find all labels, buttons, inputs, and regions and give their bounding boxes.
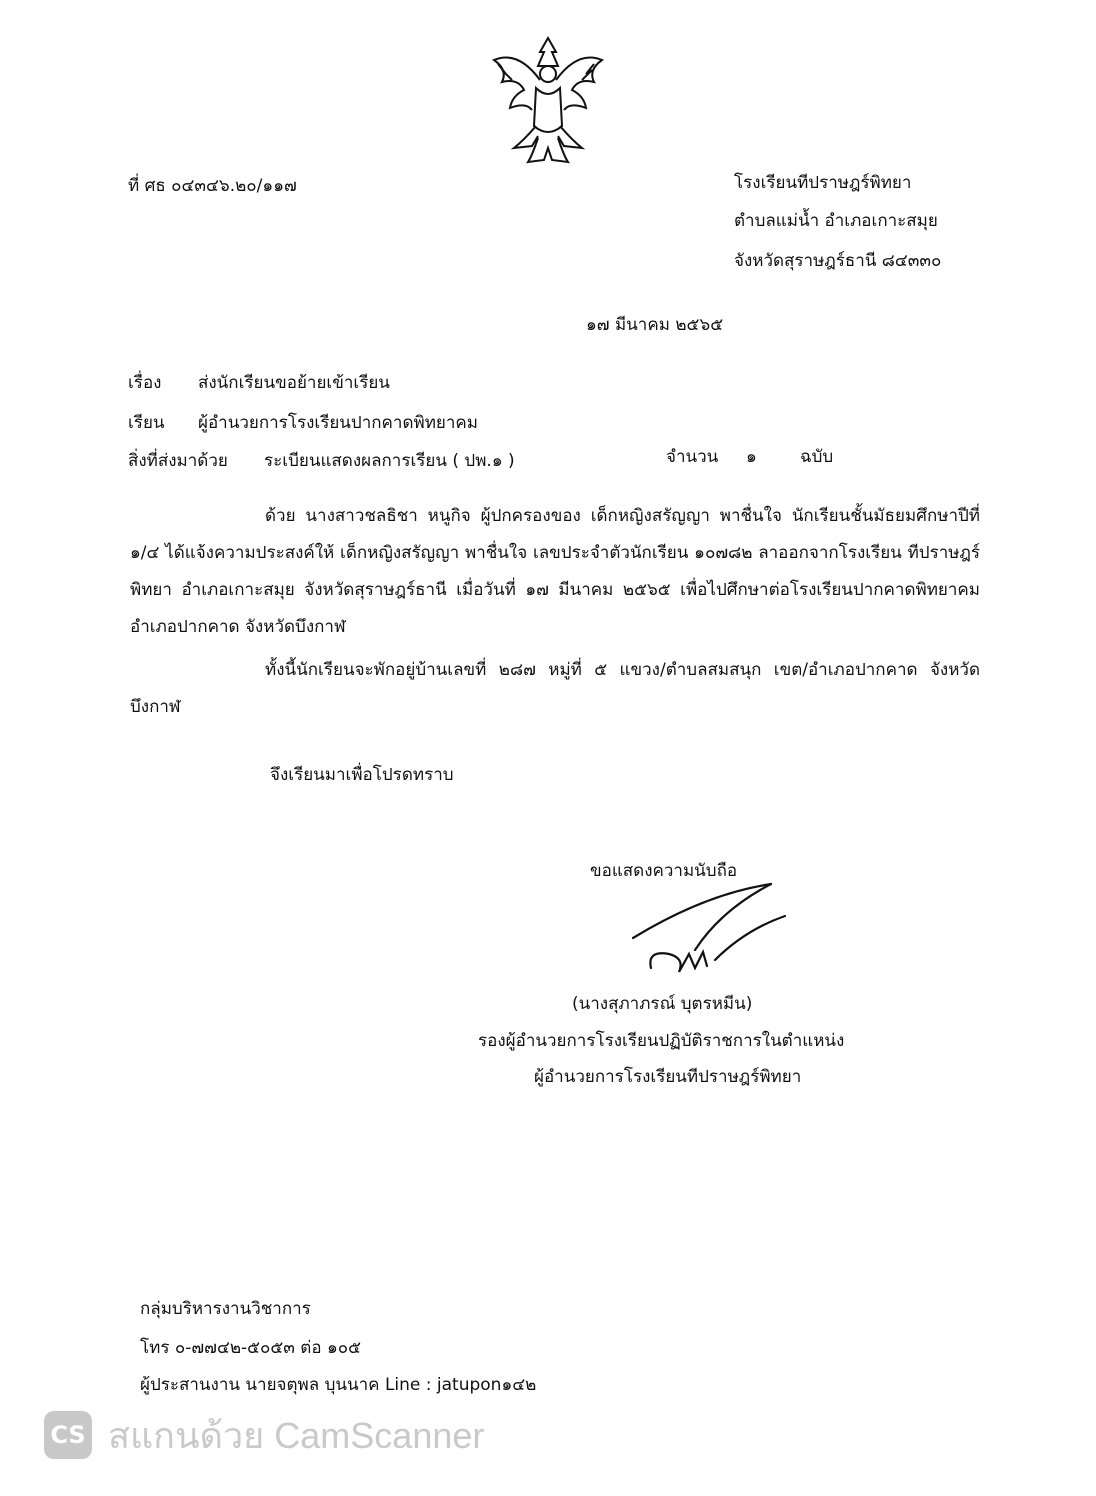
addressee-text: ผู้อำนวยการโรงเรียนปากคาดพิทยาคม [198,413,478,433]
document-number: ที่ ศธ ๐๔๓๔๖.๒๐/๑๑๗ [128,176,297,196]
signer-name: (นางสุภาภรณ์ บุตรหมีน) [572,994,753,1014]
body-paragraph-2: ทั้งนี้นักเรียนจะพักอยู่บ้านเลขที่ ๒๘๗ หมู่ที่ ๕ แขวง/ตำบลสมสนุก เขต/อำเภอปากคาด จังหวัดบึงกาฬ [130,660,980,717]
footer-department: กลุ่มบริหารงานวิชาการ [140,1299,311,1319]
camscanner-logo-icon: CS [44,1411,92,1459]
signer-title-line-1: รองผู้อำนวยการโรงเรียนปฏิบัติราชการในตำแหน่ง [478,1031,845,1051]
quantity-unit: ฉบับ [800,447,834,467]
garuda-emblem-icon [488,30,608,170]
sender-address-line-3: จังหวัดสุราษฎร์ธานี ๘๔๓๓๐ [734,251,942,271]
enclosure-text: ระเบียนแสดงผลการเรียน ( ปพ.๑ ) [264,451,515,471]
regards-text: ขอแสดงความนับถือ [590,861,738,881]
sender-address-line-1: โรงเรียนทีปราษฎร์พิทยา [734,173,912,193]
subject-text: ส่งนักเรียนขอย้ายเข้าเรียน [198,373,390,393]
quantity-label: จำนวน [666,447,719,467]
quantity-value: ๑ [746,447,757,467]
letter-date: ๑๗ มีนาคม ๒๕๖๕ [586,315,724,335]
body-paragraph-1: ด้วย นางสาวชลธิชา หนูกิจ ผู้ปกครองของ เด็กหญิงสรัญญา พาชื่นใจ นักเรียนชั้นมัธยมศึกษาปีที่ ๑/๔ ได้แจ้งความประสงค์ให้ เด็กหญิงสรัญญา พาชื่นใจ เลขประจำตัวนักเรียน ๑๐๗๘๒ ลาออกจากโรงเรียน ทีปราษฎร์พิทยา อำเภอเกาะสมุย จังหวัดสุราษฎร์ธานี เมื่อวันที่ ๑๗ มีนาคม ๒๕๖๕ เพื่อไปศึกษาต่อโรงเรียนปากคาดพิทยาคม อำเภอปากคาด จังหวัดบึงกาฬ [130,506,980,637]
enclosure-label: สิ่งที่ส่งมาด้วย [128,451,228,471]
closing-line: จึงเรียนมาเพื่อโปรดทราบ [270,765,454,785]
subject-label: เรื่อง [128,373,162,393]
camscanner-watermark [44,1410,484,1460]
camscanner-text: สแกนด้วย CamScanner [108,1414,485,1456]
footer-phone: โทร ๐-๗๗๔๒-๕๐๕๓ ต่อ ๑๐๕ [140,1338,361,1358]
signature-icon [625,880,795,980]
addressee-label: เรียน [128,413,165,433]
footer-coordinator: ผู้ประสานงาน นายจตุพล บุนนาค Line : jatupon๑๔๒ [140,1375,537,1395]
signer-title-line-2: ผู้อำนวยการโรงเรียนทีปราษฎร์พิทยา [534,1067,802,1087]
sender-address-line-2: ตำบลแม่น้ำ อำเภอเกาะสมุย [734,211,938,231]
